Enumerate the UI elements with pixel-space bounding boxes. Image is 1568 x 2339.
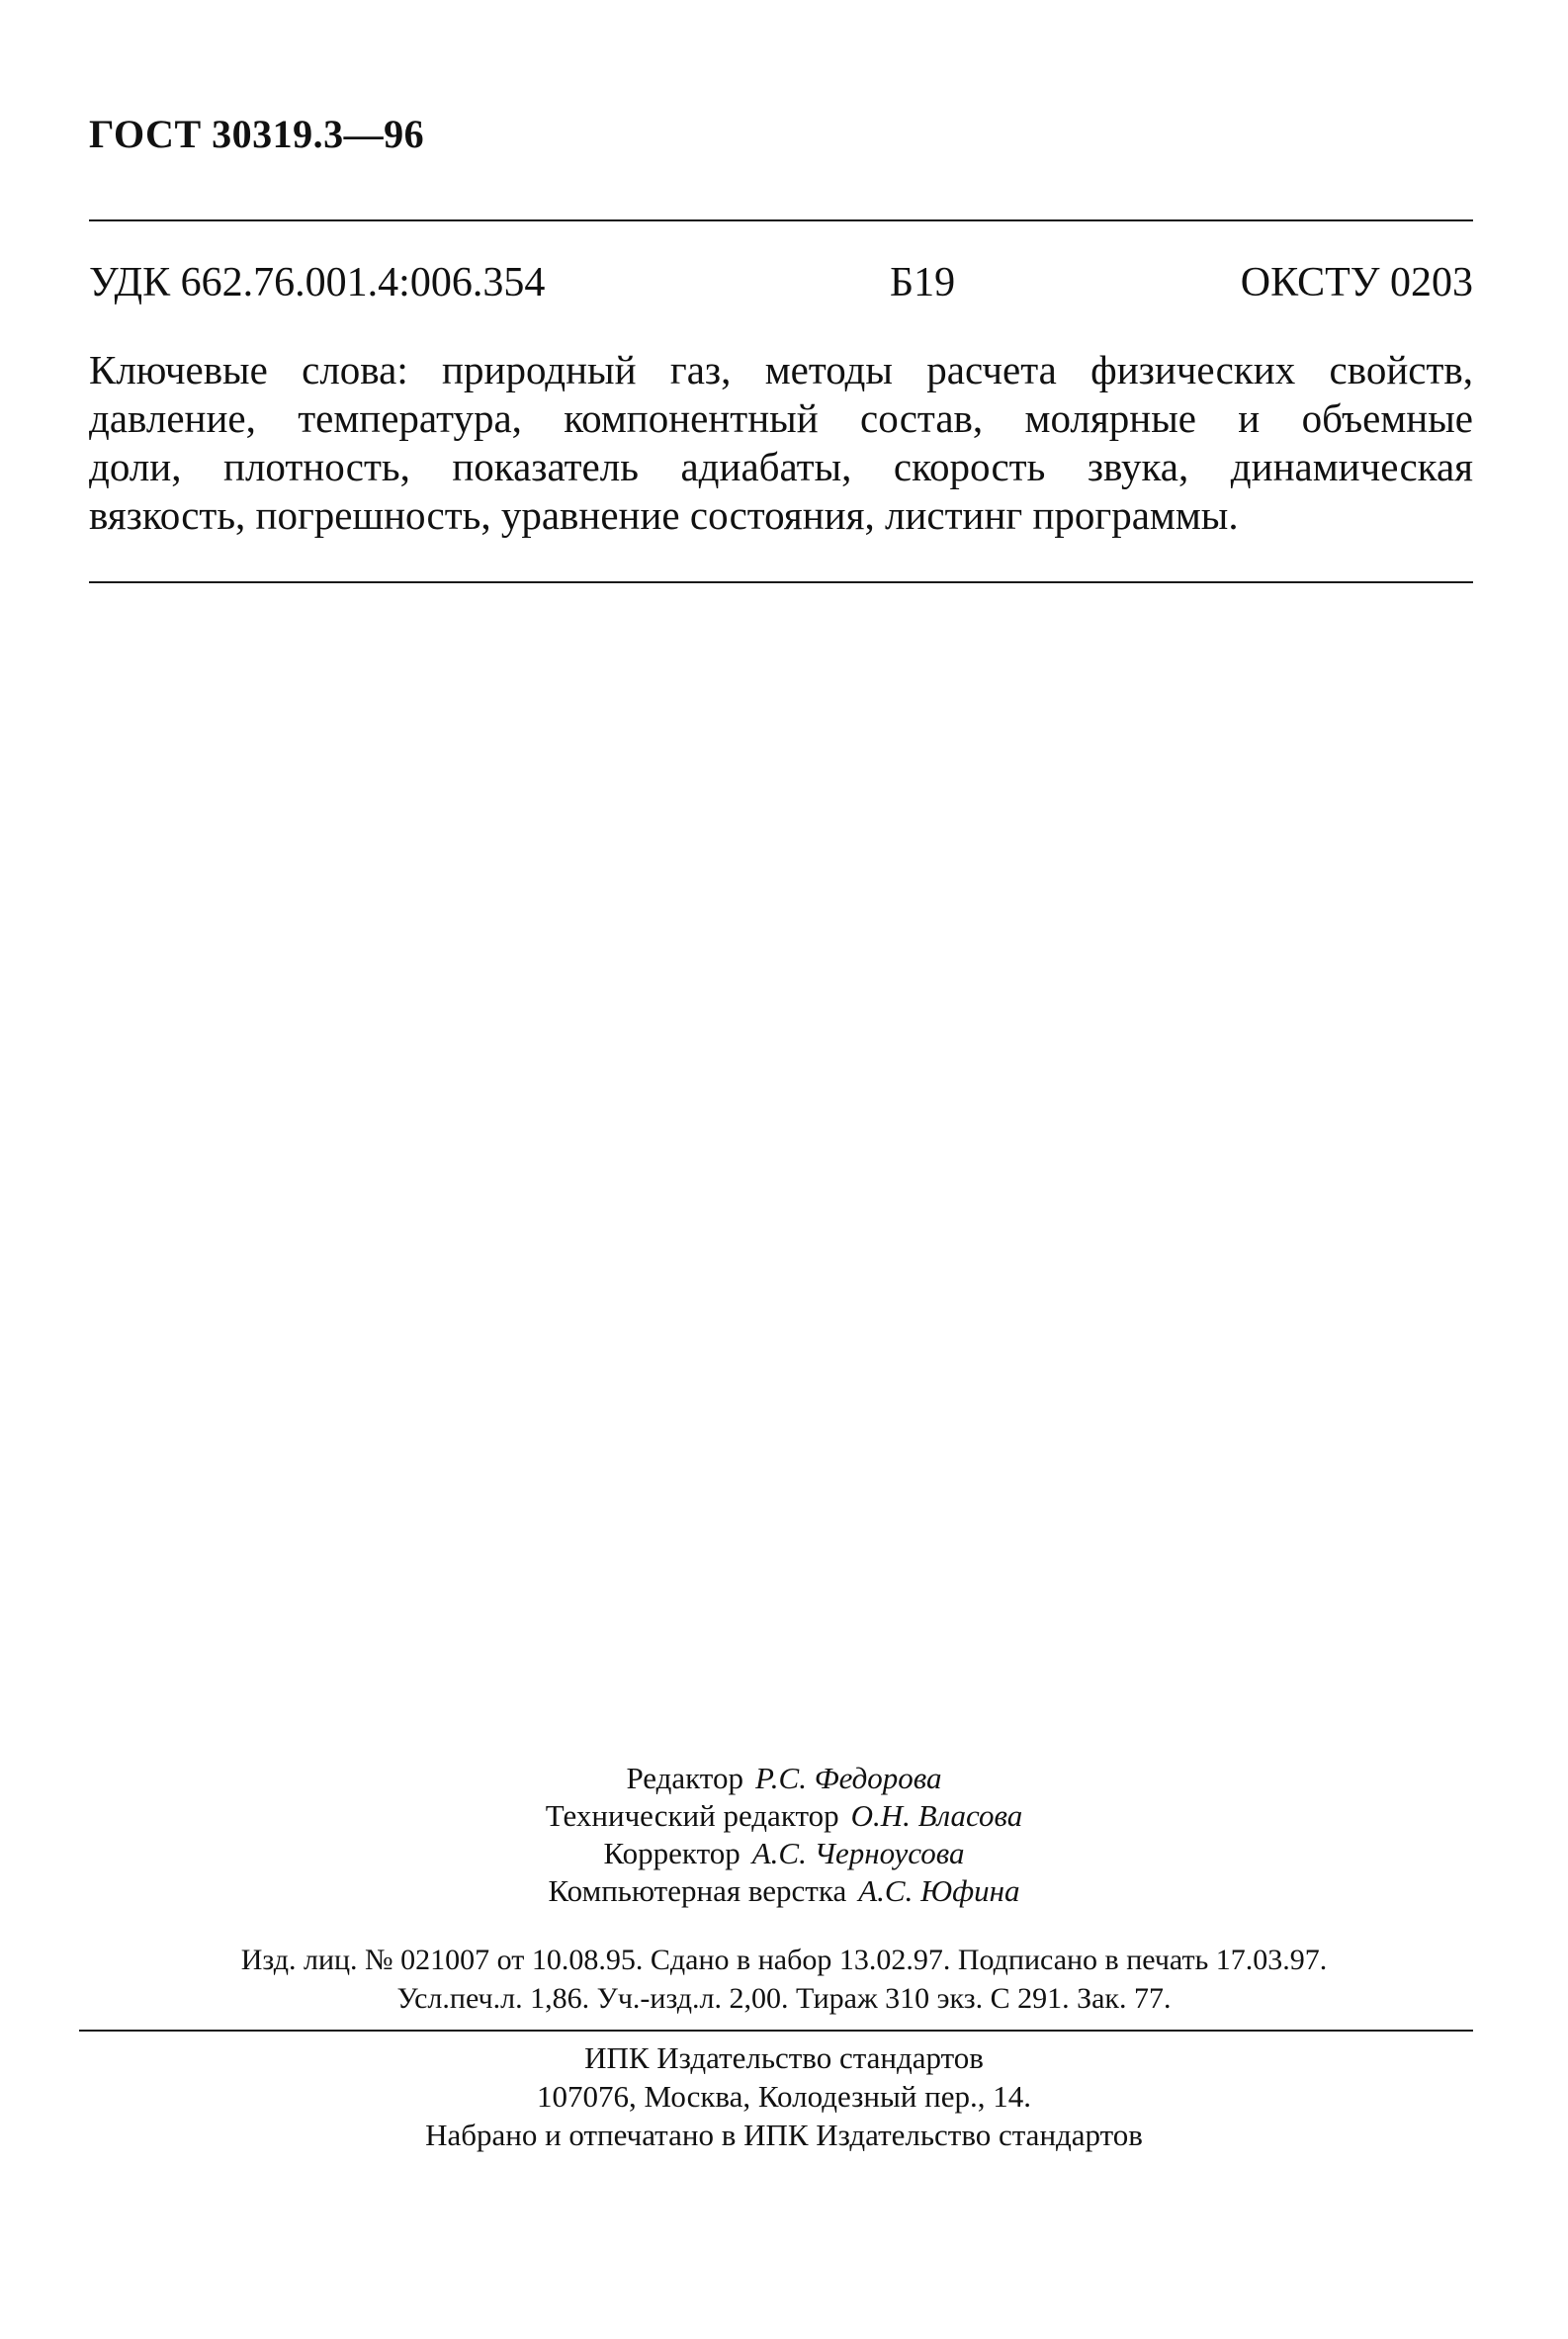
credit-person: О.Н. Власова [850,1798,1023,1833]
keywords-line: давление, температура, компонентный состав, молярные и объемные [89,395,1473,441]
publisher-block [0,2038,1568,2154]
publisher-address: 107076, Москва, Колодезный пер., 14. [537,2079,1031,2114]
credit-layout [0,1872,1568,1910]
document-number: ГОСТ 30319.3—96 [89,112,425,156]
keywords-divider [89,581,1473,583]
credit-person: А.С. Юфина [858,1873,1020,1908]
top-divider [89,219,1473,221]
credits-block [0,1760,1568,1910]
credit-role: Компьютерная верстка [548,1873,847,1908]
credit-technical-editor [0,1797,1568,1835]
credit-proofreader [0,1835,1568,1872]
credit-role: Корректор [603,1836,740,1870]
group-code: Б19 [890,260,956,305]
keywords-line: доли, плотность, показатель адиабаты, скорость звука, динамическая [89,444,1473,489]
udk-code: УДК 662.76.001.4:006.354 [89,260,546,305]
credit-person: Р.С. Федорова [754,1761,942,1795]
publisher-printed-note: Набрано и отпечатано в ИПК Издательство стандартов [425,2118,1143,2152]
keywords-line: вязкость, погрешность, уравнение состояния, листинг программы. [89,492,1239,538]
credit-role: Редактор [626,1761,743,1795]
classification-row [89,259,1473,314]
credit-editor [0,1760,1568,1797]
keywords-line: Ключевые слова: природный газ, методы расчета физических свойств, [89,347,1473,392]
publication-info-line: Изд. лиц. № 021007 от 10.08.95. Сдано в набор 13.02.97. Подписано в печать 17.03.97. [240,1944,1328,1976]
publication-info [0,1941,1568,2018]
publication-info-line: Усл.печ.л. 1,86. Уч.-изд.л. 2,00. Тираж 310 экз. С 291. Зак. 77. [396,1982,1172,2015]
credit-role: Технический редактор [545,1798,839,1833]
publisher-name: ИПК Издательство стандартов [584,2040,984,2075]
credit-person: А.С. Черноусова [751,1836,965,1870]
oksty-code: ОКСТУ 0203 [1240,260,1473,305]
imprint-divider [79,2030,1473,2032]
keywords-paragraph [89,346,1473,540]
